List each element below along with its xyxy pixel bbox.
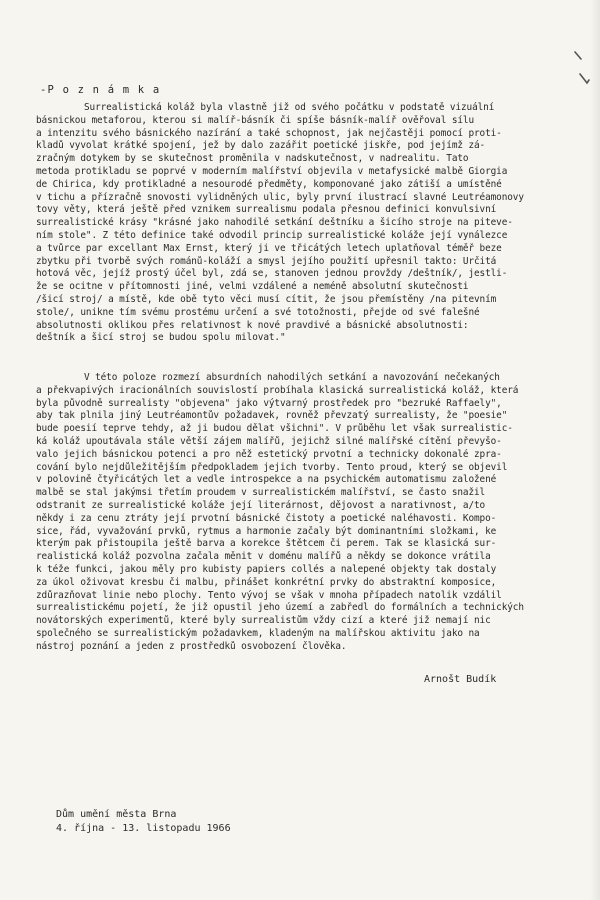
paragraph-line: byla původně surrealisty "objevena" jako výtvarný prostředek pro "bezruké Raffaely", bbox=[36, 397, 502, 409]
paragraph-line: někdy i za cenu ztráty její prvotní básnické čistoty a poetické naléhavosti. Kompo- bbox=[36, 512, 497, 524]
dates-line: 4. října - 13. listopadu 1966 bbox=[56, 823, 231, 834]
author-signature: Arnošt Budík bbox=[424, 674, 497, 685]
paragraph-line: ká koláž upoutávala stále větší zájem malířů, jejichž silné malířské cítění převyšo- bbox=[36, 435, 502, 447]
paragraph-line: malbě se stal jakýmsi třetím proudem v surrealistickém malířství, se často snažil bbox=[36, 487, 486, 499]
paragraph-line: zračným dotykem by se skutečnost proměnila v nadskutečnost, v nadrealitu. Tato bbox=[36, 153, 469, 165]
paragraph-line: v tichu a přízračně snovosti vylidněných ulic, byly první ilustrací slavné Leutréamonovy bbox=[36, 191, 524, 203]
exhibition-footer bbox=[56, 808, 231, 836]
paragraph-line: tovy věty, která ještě před vznikem surrealismu podala přesnou definici konvulsivní bbox=[36, 204, 497, 216]
paragraph-line: metoda protikladu se poprvé v moderním malířství objevila v metafysické malbě Giorgia bbox=[36, 165, 508, 177]
paragraph-line: surrealistické krásy "krásné jako nahodilé setkání deštníku a šicího stroje na piteve- bbox=[36, 217, 513, 229]
paragraph-line: zdůrazňovat linie nebo plochy. Tento vývoj se však v mnoha případech natolik vzdálil bbox=[36, 589, 502, 601]
paragraph-line: zbytku při tvorbě svých románů-koláží a smysl jejího použití upřesnil takto: Určitá bbox=[36, 255, 497, 267]
paragraph-1 bbox=[36, 102, 576, 345]
paragraph-line: a tvůrce par excellant Max Ernst, který ji ve třicátých letech uplatňoval téměř beze bbox=[36, 242, 502, 254]
note-heading: -P o z n á m k a bbox=[40, 84, 161, 96]
paragraph-line: odstranit ze surrealistické koláže její literárnost, dějovost a narativnost, a/to bbox=[36, 499, 486, 511]
paragraph-line: surrealistickému pojetí, že již opustil jeho území a zabředl do formálních a technických bbox=[36, 602, 524, 614]
paragraph-line: v polovině čtyřicátých let a vedle introspekce a na psychickém automatismu založené bbox=[36, 474, 497, 486]
staple-marks bbox=[572, 50, 592, 88]
paragraph-line: aby tak plnila jiný Leutréamontův požadavek, rovněž převzatý surrealisty, že "poesie" bbox=[36, 410, 508, 422]
page-edge-shadow bbox=[590, 0, 600, 900]
paragraph-line: novátorských experimentů, které byly surrealistům vždy cizí a které již nemají nic bbox=[36, 615, 491, 627]
paragraph-line: sice, řád, vyvažování prvků, rytmus a harmonie začaly být dominantními složkami, ke bbox=[36, 525, 497, 537]
paragraph-line: cování bylo nejdůležitějším předpokladem jejich tvorby. Tento proud, který se objevil bbox=[36, 461, 508, 473]
paragraph-line: deštník a šicí stroj se budou spolu milovat." bbox=[36, 332, 286, 344]
paragraph-line: hotová věc, jejíž prostý účel byl, zdá se, stanoven jednou provždy /deštník/, jestli- bbox=[36, 268, 508, 280]
paragraph-line: absolutnosti oklikou přes relativnost k nové pravdivé a básnické absolutnosti: bbox=[36, 319, 469, 331]
paragraph-line: stole/, unikne tím svému prostému určení a své totožnosti, přejde od své falešné bbox=[36, 306, 480, 318]
paragraph-line: bude poesií teprve tehdy, až ji budou dělat všichni". V průběhu let však surrealistic- bbox=[36, 423, 513, 435]
paragraph-line: Surrealistická koláž byla vlastně již od svého počátku v podstatě vizuální bbox=[84, 102, 495, 113]
paragraph-line: k téže funkci, jakou měly pro kubisty papiers collés a nalepené objekty tak dostaly bbox=[36, 563, 497, 575]
paragraph-line: že se ocitne v přítomnosti jiné, velmi vzdálené a neméně absolutní skutečnosti bbox=[36, 281, 469, 293]
paragraph-line: ním stole". Z této definice také odvodil princip surrealistické koláže její vynálezce bbox=[36, 229, 508, 241]
paragraph-line: a překvapivých iracionálních souvislostí probíhala klasická surrealistická koláž, která bbox=[36, 384, 519, 396]
paragraph-line: /šicí stroj/ a místě, kde obě tyto věci musí cítit, že jsou přemístěny /na pitevním bbox=[36, 293, 497, 305]
paragraph-line: V této poloze rozmezí absurdních nahodilých setkání a navozování nečekaných bbox=[84, 372, 500, 383]
paragraph-line: valo jejich básnickou potenci a pro něž estetický prvotní a technicky dokonalé zpra- bbox=[36, 448, 502, 460]
paragraph-line: kterým pak přistoupila ještě barva a korekce štětcem či perem. Tak se klasická sur- bbox=[36, 538, 497, 550]
paragraph-line: za úkol oživovat kresbu či malbu, přinášet konkrétní prvky do abstraktní komposice, bbox=[36, 576, 497, 588]
venue-line: Dům umění města Brna bbox=[56, 809, 177, 820]
paragraph-line: kladů vyvolat krátké spojení, jež by dalo zazářit poetické jiskře, pod jejímž zá- bbox=[36, 140, 486, 152]
paragraph-line: nástroj poznání a jeden z prostředků osvobození člověka. bbox=[36, 640, 347, 652]
paragraph-line: básnickou metaforou, kterou si malíř-básník či spíše básník-malíř ověřoval sílu bbox=[36, 114, 474, 126]
paragraph-line: de Chirica, kdy protikladné a nesourodé předměty, komponované jako zátiší a umístěné bbox=[36, 178, 502, 190]
paragraph-line: společného se surrealistickým požadavkem, kladeným na malířskou aktivitu jako na bbox=[36, 627, 480, 639]
paragraph-line: realistická koláž pozvolna začala měnit v doménu malířů a někdy se dokonce vrátila bbox=[36, 551, 491, 563]
paragraph-2 bbox=[36, 372, 576, 654]
paragraph-line: a intenzitu svého básnického nazírání a také schopnost, jak nejčastěji pomocí proti- bbox=[36, 127, 502, 139]
